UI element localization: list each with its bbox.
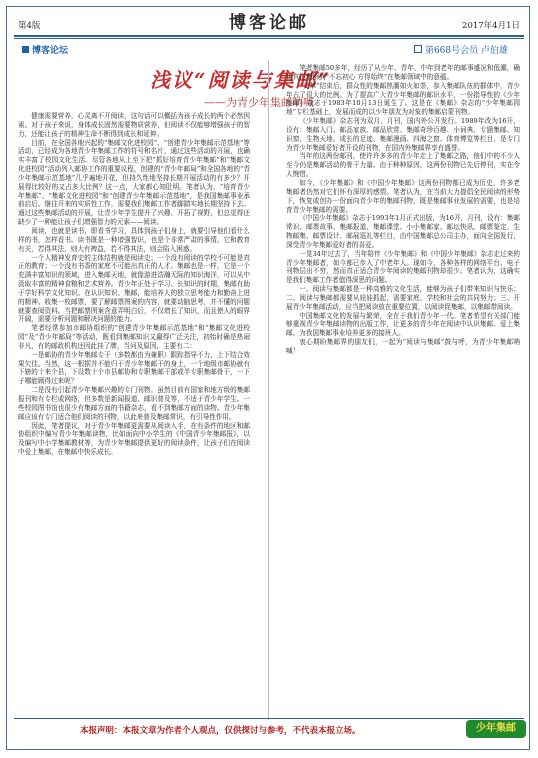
paragraph: 因此，笔者提议，对于青少年集邮更需要从阅读入手，在有条件的地区和邮协组织中编写青少年集邮读物，比如面向中小学生的《中国青少年集邮报》，以及编写中小学集邮教材等，为青少年集邮提供更好的阅读条件，让孩子们在阅读中爱上集邮，在集邮中快乐成长。 [18,421,250,457]
paragraph: 阅读，也就是读书，即看书学习，具体到孩子们身上，就要引导他们看什么样的书，怎样看书。读书既是一种增强智识，也是个非常严肃的事情。它和教育有关，若得其法，则大有裨益，若不得其法，则会陷入困惑。 [18,226,250,253]
author-text: 第668号会员 卢伯雄 [424,46,508,56]
footer-rule [14,718,524,719]
paragraph: 当年的这两份邮刊，使许许多多的青少年走上了集邮之路，他们中的不少人至今仍是集邮活动的骨干力量。由于种种原因，这两份刊物已先后停刊，实在令人惋惜。 [286,152,520,179]
masthead-logo: 博客论邮 [229,13,309,33]
author-line [414,43,508,56]
column-divider [268,60,269,720]
paragraph: 如今，《少年集邮》和《中国少年集邮》这两份刊物都已成为历史，许多老集邮者仍然对它们怀有深厚的感情。笔者认为，在当前大力提倡全民阅读的形势下，恢复或创办一份面向青少年的集邮刊物，既是集邮事业发展的需要，也是培育青少年集邮的需要。 [286,178,520,214]
page-number: 第4版 [18,21,41,31]
footer-disclaimer: 本报声明：本报文章为作者个人观点，仅供探讨与参考，不代表本报立场。 [80,726,361,736]
header-rule-thin [14,38,524,39]
column-name [22,43,68,56]
paragraph: 一、阅读与集邮都是一种高雅的文化生活，能够为孩子们带来知识与快乐；二、阅读与集邮都需要从娃娃抓起，需要家庭、学校和社会的共同努力；三、开展青少年集邮活动，应当把阅读放在重要位置，以阅读促集邮，以集邮带阅读。 [286,285,520,311]
checkbox-icon [414,45,422,53]
paragraph: 《中国少年集邮》杂志于1993年1月正式出版，为16开，月刊，设有：集邮常识、邮票故事、集邮报道、集邮课堂、小小集邮家、邮坛快讯、邮票鉴定、生物邮集、邮票设计、邮展巡礼等栏目，由中国集邮总公司主办，面向全国发行，深受青少年集邮爱好者的喜爱。 [286,214,520,249]
article-title: 浅议“阅读与集邮” [150,68,332,92]
issue-date: 2017年4月1日 [462,21,520,31]
paragraph: “文革”结束后，群众性的集邮热潮如火如荼，参入集邮队伍的群体中，青少年占了很大的比例。为了提高广大青少年集邮的邮识水平，一份指导性的《少年集邮》杂志于1983年10月13日诞生了。这是在《集邮》杂志的“少年集邮园地”专栏基础上，发展而成的以少年朋友为对象的集邮启蒙刊物。 [286,81,520,117]
paragraph: 健康需要营养，心灵离不开阅读，这句话可以概括为孩子成长的两个必然因素。对于孩子来说，身体成长固然需要物质营养，但阅读不仅能够增强孩子的智力，还能让孩子的精神生命不断得到成长和延伸。 [18,112,250,138]
paragraph: 笔者经常参加市邮协组织的“创建青少年集邮示范基地”和“集邮文化进校园”及“青少年邮局”等活动，既看到集邮知识又赢得广泛关注，初始时确是热闹非凡，有的邮政机构还因此挂了牌，当问及原因，主要有二： [18,324,250,350]
left-column [18,112,250,718]
article-subtitle: ——为青少年集邮呐喊 [204,96,314,109]
paragraph: 笔者集邮50多年，经历了从少年、青年、中年到老年的邮事盛况和低潮，确也真正理解到“不忘初心 方得始终”在集邮领域中的意蕴。 [286,64,520,81]
paragraph: 目前，在全国各地兴起的“集邮文化进校园”、“创建青少年集邮示范基地”等活动，已经成为各地青少年集邮工作的符号和名片，通过这些活动的开展，也确实丰富了校园文化生活。尽管各地从上至下把“抓好培育青少年集邮”和“集邮文化进校园”活动列入邮协工作的重要议程，创建的“青少年邮局”和全国各地的“青少年集邮示范基地”几乎遍地开花，但持久性地坚持长期开展活动的有多少？开展得比较好的又占多大比例？这一点，大家都心知肚明。笔者认为，“培育青少年集邮”、“集邮文化进校园”和“创建青少年集邮示范基地”，是我国集邮事业承前启后、继往开来的实质性工作，需要我们集邮工作者脚踏实地长期坚持下去。通过这些集邮活动的开展，让青少年学生提升了兴趣、开拓了视野，但总觉得还缺少了一种能让孩子们增强智力的元素——阅读。 [18,138,250,227]
paragraph: 《少年集邮》杂志刊为双月，月刊，国内外公开发行。1989年改为16开，设有：集邮入门、邮品家族、邮品欣赏、集邮奇珍百趣、小词典、专题集邮、知识窗、生物天地、成长的足迹、集邮漫画、四海之窗、体育博览等栏目，是专门为青少年集邮爱好者开设的刊物，在国内外集邮界享有盛誉。 [286,117,520,152]
header-rule [14,35,524,37]
brand-badge: 少年集邮 [466,720,526,738]
paragraph: 衷心期盼集邮界的朋友们，一起为“阅读与集邮”鼓与呼，为青少年集邮呐喊！ [286,338,520,355]
paragraph: 一晃34年过去了，当年陪伴《少年集邮》和《中国少年集邮》杂志走过来的青少年集邮者，如今都已步入了中老年人。现如今，各种各样的网络平台、电子刊物层出不穷，然而真正适合青少年阅读的集邮刊物却很少。笔者认为，这确实是我们集邮工作者值得深思的问题。 [286,249,520,285]
header [14,8,524,32]
paragraph: 一个人精神发育史的主体结构就是阅读史；一个没有阅读的学校不可能是真正的教育；一个没有书香的家庭不可能出真正的人才。集邮也是一样，它是一个充满丰富知识的领域，进入集邮天地，就像游进浩瀚无际的知识海洋，可以从中汲取丰富的精神食粮和艺术营养。青少年正处于学习、长知识的时期，集邮有助于学好科学文化知识。在认识知识、集邮，能培养人的独立思考能力和勤奋上进的精神。收集一枚邮票，要了解邮票图案的内容，就要动脑思考，并不懂的问题就要查阅资料。当把邮票图案含意弄明白后，不仅增长了知识，而且使人的眼界开阔，需要分析问题和解决问题的能力。 [18,253,250,324]
paragraph: 中国集邮文化的发展与繁荣，全在于我们青少年一代。笔者希望有关部门能够重视青少年集邮读物的出版工作，让更多的青少年在阅读中认识集邮、爱上集邮，为我国集邮事业培养更多的接班人。 [286,311,520,338]
column-name-text: 博客论坛 [32,46,69,56]
paragraph: 一是邮协的青少年集邮专干（多数都由为兼职）跟踪指导不力，上下结合效果欠佳。当然，这一根据并不能归于青少年集邮干的身上，一个地级市邮协就有下辖的十来个县，下设数十个市县邮协和专职集邮干部或半专职集邮骨干，一下子哪能顾得过来呢？ [18,350,250,386]
square-icon [22,46,29,53]
paragraph: 二是没有引起青少年集邮兴趣的专门刊物。虽然目前有国家和地方级的集邮报刊和有专栏或网络，但多数是新闻报道、邮识普及等，不适于青少年学生。一些校园图书馆也很少有集邮方面的书籍杂志，看不到集邮方面的读物。青少年集邮应该有专门适合他们阅读的刊物，以此来普及集邮常识，有引导性作用。 [18,386,250,421]
right-column [286,64,520,718]
